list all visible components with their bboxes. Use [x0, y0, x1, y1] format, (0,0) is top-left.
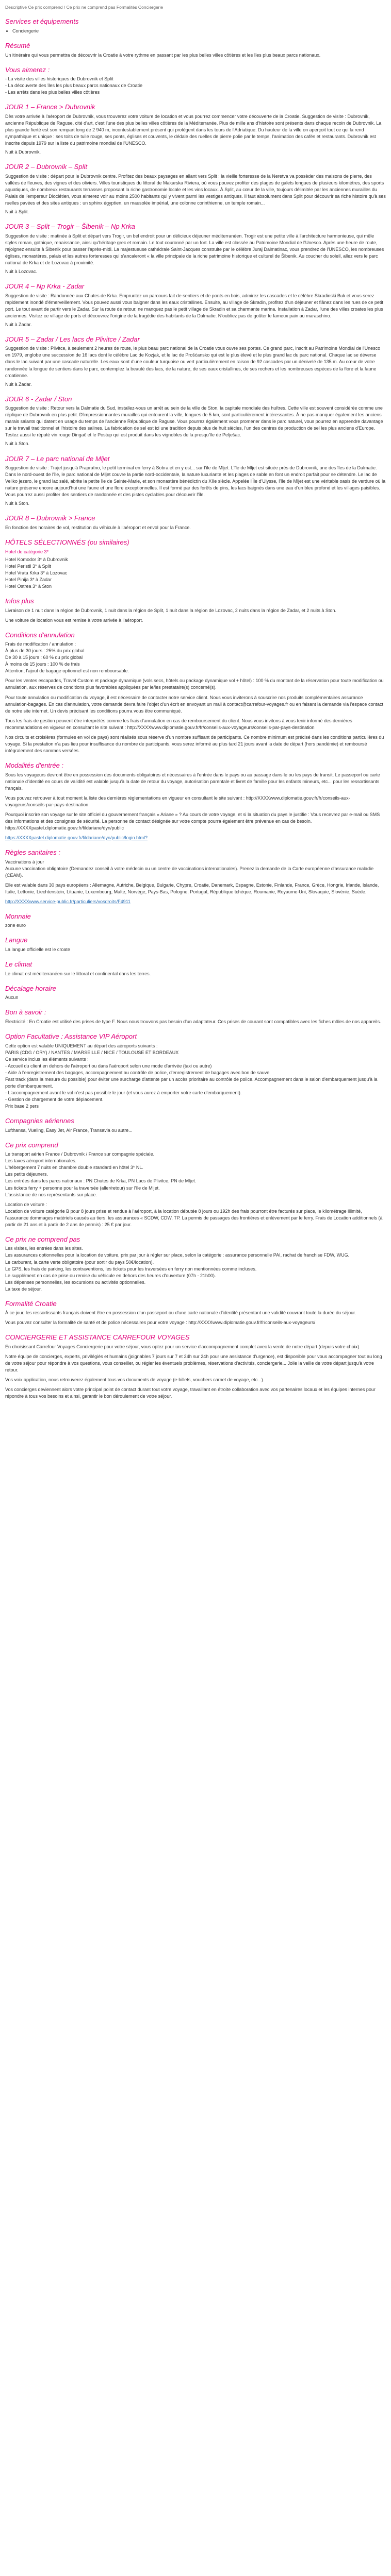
- option-line: Fast track (dans la mesure du possible) pour éviter une surcharge d'attente par un accès prioritaire au contrôle de police. Accompagnement dans le salon d'embarquement jusqu'à la porte d'embarquement.: [5, 1076, 378, 1089]
- conditions-line: De 30 à 15 jours : 60 % du prix global: [5, 655, 83, 660]
- formalites-title: Modalités d'entrée :: [5, 761, 64, 769]
- hotels-subtitle: Hotel de catégorie 3*: [5, 549, 49, 554]
- climat-text: Le climat est méditerranéen sur le littoral et continental dans les terres.: [5, 971, 151, 976]
- day-3-text: Suggestion de visite : matinée à Split et départ vers Trogir, un bel endroit pour un délicieux déjeuner méditerranéen. Trogir est une petite ville à l'architecture harmonieuse, qui mêle styles roman, gothique, renaissance, ainsi qu'héritage grec et romain. Le tout couronné par un fort. La ville est classée au Patrimoine Mondial de l'Unesco. Après une heure de route, rejoignez ensuite à Šibenik pour passer l'après-midi. La majestueuse cathédrale Saint-Jacques construite par le célèbre Juraj Dalmatinac, vous prendrez de l'UNESCO, les nombreuses églises, monastères, palais et les autres forteresses qui s'ancaleront « la ville principale de la riche patrimoine historique et culturel de Šibenik. Au coucher du soleil, allez vers le parc national de Krka et de Lozovac à proximité.: [5, 233, 384, 265]
- hotel-name: Hotel Vrata Krka 3*: [5, 570, 45, 575]
- highlights-title: Vous aimerez :: [5, 65, 50, 74]
- hotel-item: [5, 577, 386, 583]
- day-5-text: Suggestion de visite : Plivitce, à seulement 2 heures de route, le plus beau parc national de la Croatie vous ouvre ses portes. Ce grand parc, inscrit au Patrimoine Mondial de l'Unesco en 1979, englobe une succession de 16 lacs dont le célèbre Lac de Kozjak, et le lac de Prošćansko qui est le plus élevé et le plus grand lac du parc national. Chaque lac se déverse dans le lac suivant par une cascade naturelle. Les eaux sont d'une couleur turquoise ou vert particulièrement en raison de 92 cascades par un dénivelé de 135 m. Au cœur de votre randonnée la longue de sentiers dans le parc, contemplez la beauté des lacs, de la nature, de ses eaux cristallines, de ses rochers et les nombreuses espèces de la flore et la faune croatienne.: [5, 346, 381, 378]
- conditions-line: Attention, l'ajout de bagage optionnel est non remboursable.: [5, 668, 129, 674]
- day-2-title: JOUR 2 – Dubrovnik – Split: [5, 163, 87, 171]
- hotel-location: à Lozovac: [46, 570, 68, 575]
- hotel-item: [5, 556, 386, 563]
- conciergerie-paragraph: Notre équipe de concierges, experts, privilégiés et humains (joignables 7 jours sur 7 et 24h sur 24h pour une assistance d'urgence), est disponible pour vous accompagner tout au long de votre séjour pour répondre à vos questions, vous conseiller, ou régler les éventuels problèmes, réservations d'activités, conciergerie... Jolie la veille de votre départ jusqu'à votre retour.: [5, 1354, 382, 1373]
- day-6-text: Suggestion de visite : Retour vers la Dalmatie du Sud, installez-vous un arrêt au sein de la ville de Ston, la capitale mondiale des huîtres. Cette ville est souvent considérée comme une réplique de Dubrovnik en plus petit. D'impressionnantes murailles qui entourent la ville, longues de 5 km, sont particulièrement intéressantes. À ne pas manquer également les anciens marais salants qui datent en usage du temps de l'ancienne République de Raguse. Vous pourrez également vous promener dans le parc naturel, vous pourrez en apprendre davantage sur le travail traditionnel et l'histoire des salines. La fabrication de sel est ici une tradition depuis plus de huit siècles, l'un des centres de production de sel les plus anciens d'Europe. Testez aussi le réputé vin rouge Dingač et le Postup qui est produit dans les vignobles de la presqu'île de Pelješac.: [5, 405, 383, 438]
- infos-text-2: Une voiture de location vous est remise à votre arrivée à l'aéroport.: [5, 617, 143, 623]
- day-4-night: Nuit à Zadar.: [5, 321, 32, 327]
- comprend-line: L'hébergement 7 nuits en chambre double standard en hôtel 3* NL.: [5, 1165, 143, 1171]
- decalage-text: Aucun: [5, 995, 19, 1001]
- monnaie-text: zone euro: [5, 923, 26, 928]
- comprend-line: Les petits déjeuners.: [5, 1172, 48, 1177]
- hotel-item: [5, 583, 386, 590]
- day-8-title: JOUR 8 – Dubrovnik > France: [5, 514, 95, 522]
- ne-comprend-line: La taxe de séjour.: [5, 1286, 42, 1292]
- option-title: Option Facultative : Assistance VIP Aéroport: [5, 1032, 137, 1040]
- hotel-location: à Dubrovnik: [43, 556, 68, 562]
- resume-text: Un itinéraire qui vous permettra de découvrir la Croatie à votre rythme en passant par les plus belles villes côtières et les îles plus beaux parcs nationaux.: [5, 52, 321, 58]
- sanitaires-line: Vaccinations à jour: [5, 859, 44, 865]
- option-line: - L'accompagnement avant le vol n'est pas possible le jour (et vous aurez à emporter votre carte d'embarquement).: [5, 1090, 242, 1095]
- ne-comprend-title: Ce prix ne comprend pas: [5, 1235, 80, 1243]
- ne-comprend-line: Le carburant, la carte verte obligatoire (pour sortir du pays 50€/location).: [5, 1259, 154, 1265]
- day-6-night: Nuit à Ston.: [5, 441, 30, 447]
- infos-text-1: Livraison de 1 nuit dans la région de Dubrovnik, 1 nuit dans la région de Split, 1 nuit dans la région de Lozovac, 2 nuits dans la région de Zadar, et 2 nuits à Ston.: [5, 607, 336, 613]
- hotel-name: Hotel Pinija 3*: [5, 577, 35, 582]
- day-5-title: JOUR 5 – Zadar / Les lacs de Plivitce / Zadar: [5, 335, 140, 343]
- ne-comprend-line: Les dépenses personnelles, les excursions ou activités optionnelles.: [5, 1279, 146, 1285]
- day-2-night: Nuit à Split.: [5, 209, 29, 215]
- monnaie-title: Monnaie: [5, 912, 31, 920]
- bon-text: Électricité : En Croatie est utilisé des prises de type F. Nous nous trouvons pas besoin d'un adaptateur. Ces prises de courant sont compatibles avec les fiches mâles de nos appareils.: [5, 1019, 381, 1024]
- climat-title: Le climat: [5, 960, 32, 969]
- day-1-text: Dès votre arrivée à l'aéroport de Dubrovnik, vous trouverez votre voiture de location et vous pourrez commencer votre découverte de la Croatie. Suggestion de visite : Dubrovnik, ancienne République de Raguse, cité d'art, c'est l'une des plus belles villes côtières de la Méditerranée. Plus de mille ans d'histoire sont présents dans chaque recoin de Dubrovnik. La plus grande fierté est son rempart long de 2 940 m, incontestablement présent qui protègent dans les tours de l'Adriatique. Du hauteur de la ville on aperçoit tout ce qui la rend sympathique et unique : ses toits de tuile rouge, ses ponts, églises et couvents, le dédale des ruelles de pierre polie par le temps, l'animation des cafés et restaurants. Dubrovnik est inscrite depuis 1979 sur la liste du patrimoine mondial de l'UNESCO.: [5, 113, 382, 146]
- decalage-title: Décalage horaire: [5, 984, 57, 992]
- conditions-line: À plus de 30 jours : 25% du prix global: [5, 648, 85, 654]
- comprend-line: Les entrées dans les parcs nationaux : PN Chutes de Krka, PN Lacs de Plivitce, PN de Mljet.: [5, 1178, 197, 1184]
- formalite-croatie-title: Formalité Croatie: [5, 1299, 57, 1308]
- hotel-name: Hotel Komodor 3*: [5, 556, 42, 562]
- comprend-line: Les tickets ferry + personne pour la traversée (aller/retour) sur l'île de Mljet.: [5, 1185, 160, 1191]
- day-7-text: Suggestion de visite : Trajet jusqu'à Prapratno, le petit terminal en ferry à Sobra et en y est... sur l'île de Mljet. L'île de Mljet est située près de Dubrovnik, une des îles de la Dalmatie. Dans le nord-ouest de l'île, le parc national de Mljet couvre la partie nord-occidentale, la nature luxuriante et les plages de sable en font un endroit parfait pour se détendre. Le lac de Veliko jezero, le grand lac salé, abrite la petite île de Sainte-Marie, et son monastère bénédictin du XIIe siècle. Appelée l'Île d'Ulysse, l'île de Mljet est une véritable oasis de verdure où la nature préserve encore aujourd'hui une faune et une flore exceptionnelles. Il est formé par des forêts de pins, les lacs baignés dans une eau d'un bleu profond et les villages paisibles. Vous pourrez aussi profiter des sentiers de randonnée et des pistes cyclables pour découvrir l'île.: [5, 465, 386, 498]
- option-line: - Aide à l'enregistrement des bagages, accompagnement au contrôle de police, d'enregistrement de bagages avec bon de sauve: [5, 1070, 270, 1075]
- conciergerie-paragraph: En choisissant Carrefour Voyages Conciergerie pour votre séjour, vous optez pour un service d'accompagnement complet avec la vente de notre départ (depuis votre choix).: [5, 1344, 361, 1350]
- comprend-line: L'assistance de nos représentants sur place.: [5, 1192, 97, 1197]
- compagnies-text: Lufthansa, Vueling, Easy Jet, Air France, Transavia ou autre...: [5, 1127, 133, 1133]
- sanitaires-title: Règles sanitaires :: [5, 848, 60, 856]
- day-8-text: En fonction des horaires de vol, restitution du véhicule à l'aéroport et envol pour la France.: [5, 525, 191, 530]
- services-list: [12, 28, 386, 35]
- hotels-title: HÔTELS SÉLECTIONNÉS (ou similaires): [5, 538, 129, 547]
- day-1-night: Nuit à Dubrovnik.: [5, 149, 41, 155]
- langue-title: Langue: [5, 936, 28, 944]
- option-line: Prix base 2 pers: [5, 1104, 39, 1109]
- option-line: - Gestion de chargement de votre déplacement.: [5, 1096, 104, 1102]
- formalite-croatie-paragraph: À ce jour, les ressortissants français doivent être en possession d'un passeport ou d'une carte nationale d'identité présentant une validité couvrant toute la durée du séjour.: [5, 1310, 356, 1316]
- day-1-title: JOUR 1 – France > Dubrovnik: [5, 103, 95, 111]
- comprend-paragraph: Location de voiture catégorie B pour 8 jours prise et rendue à l'aéroport, à la location débutée 8 jours ou 192h des frais pourront être facturés sur place, le kilométrage illimité, l'assurance dommages matériels causés au tiers, les assurances « SCDW, CDW, TP. La permis de passages des frontières et enlèvement par le ferry. Frais de Location additionnels (à partir de 21 ans et à partir de 2 ans de permis) : 25 € par jour.: [5, 1208, 383, 1227]
- conditions-line: À moins de 15 jours : 100 % de frais: [5, 662, 80, 667]
- day-5-night: Nuit à Zadar.: [5, 381, 32, 387]
- sanitaires-paragraph: Elle est valable dans 30 pays européens : Allemagne, Autriche, Belgique, Bulgarie, Chypre, Croatie, Danemark, Espagne, Estonie, Finlande, France, Grèce, Hongrie, Irlande, Islande, Italie, Lettonie, Liechtenstein, Lituanie, Luxembourg, Malte, Norvège, Pays-Bas, Pologne, Portugal, République tchèque, Roumanie, Royaume-Uni, Slovaquie, Slovénie, Suède.: [5, 882, 379, 894]
- day-4-title: JOUR 4 – Np Krka - Zadar: [5, 282, 85, 290]
- langue-text: La langue officielle est le croate: [5, 947, 70, 953]
- day-3-night: Nuit à Lozovac.: [5, 268, 38, 274]
- services-item: • Conciergerie: [12, 28, 386, 35]
- ne-comprend-line: Les visites, les entrées dans les sites.: [5, 1246, 83, 1251]
- option-line: PARIS (CDG / ORY) / NANTES / MARSEILLE / NICE / TOULOUSE ET BORDEAUX: [5, 1049, 179, 1055]
- formalites-paragraph: Pourquoi inscrire son voyage sur le site officiel du gouvernement français « Ariane » ? Au cours de votre voyage, et si la situation du pays le justifie : Vous recevrez par e-mail ou SMS des informations et des consignes de sécurité. La personne de contact désignée sur votre compte pourra également être prévenue en cas de besoin. https://XXXXpastel.diplomatie.gouv.fr/fildariane/dyn/public: [5, 811, 380, 831]
- hotel-location: à Zadar: [36, 577, 52, 582]
- hotel-name: Hotel Ostrea 3*: [5, 583, 37, 589]
- highlights-list: [5, 76, 386, 96]
- conciergerie-paragraph: Vos concierges deviennent alors votre principal point de contact durant tout votre voyage, travaillant en étroite collaboration avec vos partenaires locaux et les équipes internes pour répondre à tous vos besoins et ainsi, garantir le bon déroulement de votre séjour.: [5, 1387, 376, 1399]
- day-7-title: JOUR 7 – Le parc national de Mljet: [5, 454, 110, 463]
- hotel-location: à Split: [38, 563, 52, 569]
- formalites-paragraph: Vous pouvez retrouver à tout moment la liste des dernières réglementations en vigueur en consultant le site suivant : http://XXXXwww.diplomatie.gouv.fr/fr/conseils-aux-voyageurs/conseils-par-pays-destination: [5, 795, 350, 807]
- breadcrumb: Descriptive Ce prix comprend / Ce prix ne comprend pas Formalités Conciergerie: [5, 5, 164, 10]
- day-6-title: JOUR 6 - Zadar / Ston: [5, 395, 72, 403]
- conditions-paragraph: Pour toute annulation ou modification du voyage, il est nécessaire de contacter notre service client. Nous vous inviterons à souscrire nos produits complémentaires assurance annulation-bagages. En cas d'annulation, votre demande devra faire l'objet d'un écrit en envoyant un mail à contact@carrefour-voyages.fr ou en faisant la demande via l'espace contact de notre site internet. Un devis précisant les conditions pourra vous être communiqué.: [5, 694, 383, 714]
- comprend-line: Les taxes aéroport internationales.: [5, 1158, 77, 1164]
- option-line: Cette option est valable UNIQUEMENT au départ des aéroports suivants :: [5, 1043, 158, 1048]
- conditions-title: Conditions d'annulation: [5, 631, 75, 639]
- hotel-location: à Ston: [38, 583, 52, 589]
- option-line: Ce service inclus les éléments suivants :: [5, 1056, 89, 1062]
- sanitaires-paragraph: Aucune vaccination obligatoire (Demandez conseil à votre médecin ou un centre de vaccinations internationales). Prenez la demande de la Carte européenne d'assurance maladie (CEAM).: [5, 866, 374, 878]
- formalites-paragraph: Sous les voyageurs devront être en possession des documents obligatoires et nécessaires à l'entrée dans le pays ou au passage dans le ou les pays de transit. Le passeport ou carte nationale d'identité en cours de validité est valable jusqu'à la date de retour du voyage, autorisation parentale et livret de famille pour les enfants mineurs, etc... pour les ressortissants français.: [5, 772, 380, 791]
- hotel-item: [5, 570, 386, 577]
- highlight-item: - La visite des villes historiques de Dubrovnik et Split: [5, 76, 113, 82]
- services-title: Services et équipements: [5, 18, 79, 26]
- option-line: - Accueil du client en dehors de l'aéroport ou dans l'aéroport selon une mode d'arrivée (taxi ou autre): [5, 1063, 212, 1069]
- day-4-text: Suggestion de visite : Randonnée aux Chutes de Krka. Empruntez un parcours fait de sentiers et de ponts en bois, admirez les cascades et le célèbre Skradinski Buk et vous serez rapidement inondé d'émerveillement. Vous pouvez aussi vous baigner dans les eaux cristallines. Ensuite, au village de Skradin, profitez d'un déjeuner et flânez dans les rues de ce petit port. Le tout avant de partir vers le Zadar. Sur la route de retour, ne manquez pas le petit village de Skradin et sa charmante marina. Installation à Zadar, l'une des villes croates les plus anciennes. Visitez ce village de ports et découvrez l'origine de la tragédie des habitants de la Dalmatie. N'oubliez pas de goûter le fameux pain au maraschino.: [5, 293, 383, 318]
- highlight-item: - La découverte des îles les plus beaux parcs nationaux de Croatie: [5, 83, 143, 89]
- conditions-paragraph: Tous les frais de gestion peuvent être interprétés comme les frais d'annulation en cas de remboursement du client. Nous vous invitons à vous tenir informé des dernières recommandations en vigueur en consultant le site suivant : http://XXXXwww.diplomatie.gouv.fr/fr/conseils-aux-voyageurs/conseils-par-pays-destination: [5, 718, 352, 730]
- day-2-text: Suggestion de visite : départ pour le Dubrovnik centre. Profitez des beaux paysages en allant vers Split : la vieille forteresse de la Neretva va possèder des maisons de pierre, des vallées de fleuves, des vignes et des oliviers. Villes touristiques du littoral de Makarska Riviera, où vous pouvez profiter des plages de galets longues de plusieurs kilomètres, des sports aquatiques, de nombreux restaurants terrasses proposant la riche gastronomie locale et les vins locaux. À Split, au cœur de la ville, toujours délimitée par les anciennes murailles du Palais de l'empereur Dioclétien, vous aimerez voir au moins 2500 habitants qui y vivent parmi les vestiges antiques. Il faut absolument dans Split pour découvrir sa riche histoire qu'à ses ruelles pavées et des sites antiques : un sphinx égyptien, un mausolée impérial, une colonne corinthienne, un temple romain...: [5, 173, 386, 206]
- formalite-croatie-paragraph: Vous pouvez consulter la formalité de santé et de police nécessaires pour votre voyage : http://XXXXwww.diplomatie.gouv.fr/fr/conseils-aux-voyageurs/: [5, 1320, 316, 1326]
- day-7-night: Nuit à Ston.: [5, 501, 30, 506]
- hotel-item: [5, 563, 386, 570]
- sanitaires-link[interactable]: http://XXXXwww.service-public.fr/particuliers/vosdroits/F4911: [5, 899, 131, 904]
- conditions-paragraph: Pour les ventes escapades, Travel Custom et package dynamique (vols secs, hôtels ou package dynamique vol + hôtel) : 100 % du montant de la réservation pour toute modification ou annulation, aux réserves de conditions plus favorables appliquées par le/les prestataire(s) concerné(s).: [5, 678, 384, 690]
- highlight-item: - Les arrêts dans les plus belles villes côtières: [5, 90, 100, 95]
- comprend-subheading: Location de voiture :: [5, 1201, 47, 1207]
- day-3-title: JOUR 3 – Split – Trogir – Šibenik – Np Krka: [5, 223, 135, 231]
- ariane-link[interactable]: https://XXXXpastel.diplomatie.gouv.fr/fildariane/dyn/public/login.html?: [5, 835, 148, 840]
- comprend-line: Le transport aérien France / Dubrovnik / France sur compagnie spéciale.: [5, 1151, 155, 1157]
- conciergerie-paragraph: Vos voix application, nous retrouverez également tous vos documents de voyage (e-billets, vouchers carnet de voyage, etc...).: [5, 1377, 265, 1383]
- ne-comprend-line: Le supplément en cas de prise ou remise du véhicule en dehors des heures d'ouverture (07h - 21h00).: [5, 1273, 216, 1278]
- bon-title: Bon à savoir :: [5, 1008, 46, 1016]
- resume-title: Résumé: [5, 41, 30, 49]
- conditions-paragraph: Nos circuits et croisières (formules en vol de pays) sont réalisés sous réserve d'un nombre suffisant de participants. Ce nombre minimum est précisé dans les conditions particulières du voyage. Si la prestation n'a pas lieu pour insuffisance du nombre de participants, vous serez informé au plus tard 21 jours avant la date de départ (hors pandémie) et remboursé intégralement des sommes versées.: [5, 734, 384, 753]
- ne-comprend-line: Les assurances optionnelles pour la location de voiture, prix par jour à régler sur place, selon la catégorie : assurance personnelle PAI, rachat de franchise FDW, WUG.: [5, 1252, 350, 1258]
- hotel-name: Hotel Peristil 3*: [5, 563, 37, 569]
- infos-title: Infos plus: [5, 597, 34, 605]
- comprend-title: Ce prix comprend: [5, 1141, 58, 1149]
- ne-comprend-line: Le GPS, les frais de parking, les contraventions, les tickets pour les traversées en ferry non mentionnées comme incluses.: [5, 1266, 257, 1272]
- conditions-line: Frais de modification / annulation :: [5, 641, 76, 647]
- compagnies-title: Compagnies aériennes: [5, 1117, 74, 1125]
- conciergerie-title: CONCIERGERIE ET ASSISTANCE CARREFOUR VOYAGES: [5, 1333, 190, 1342]
